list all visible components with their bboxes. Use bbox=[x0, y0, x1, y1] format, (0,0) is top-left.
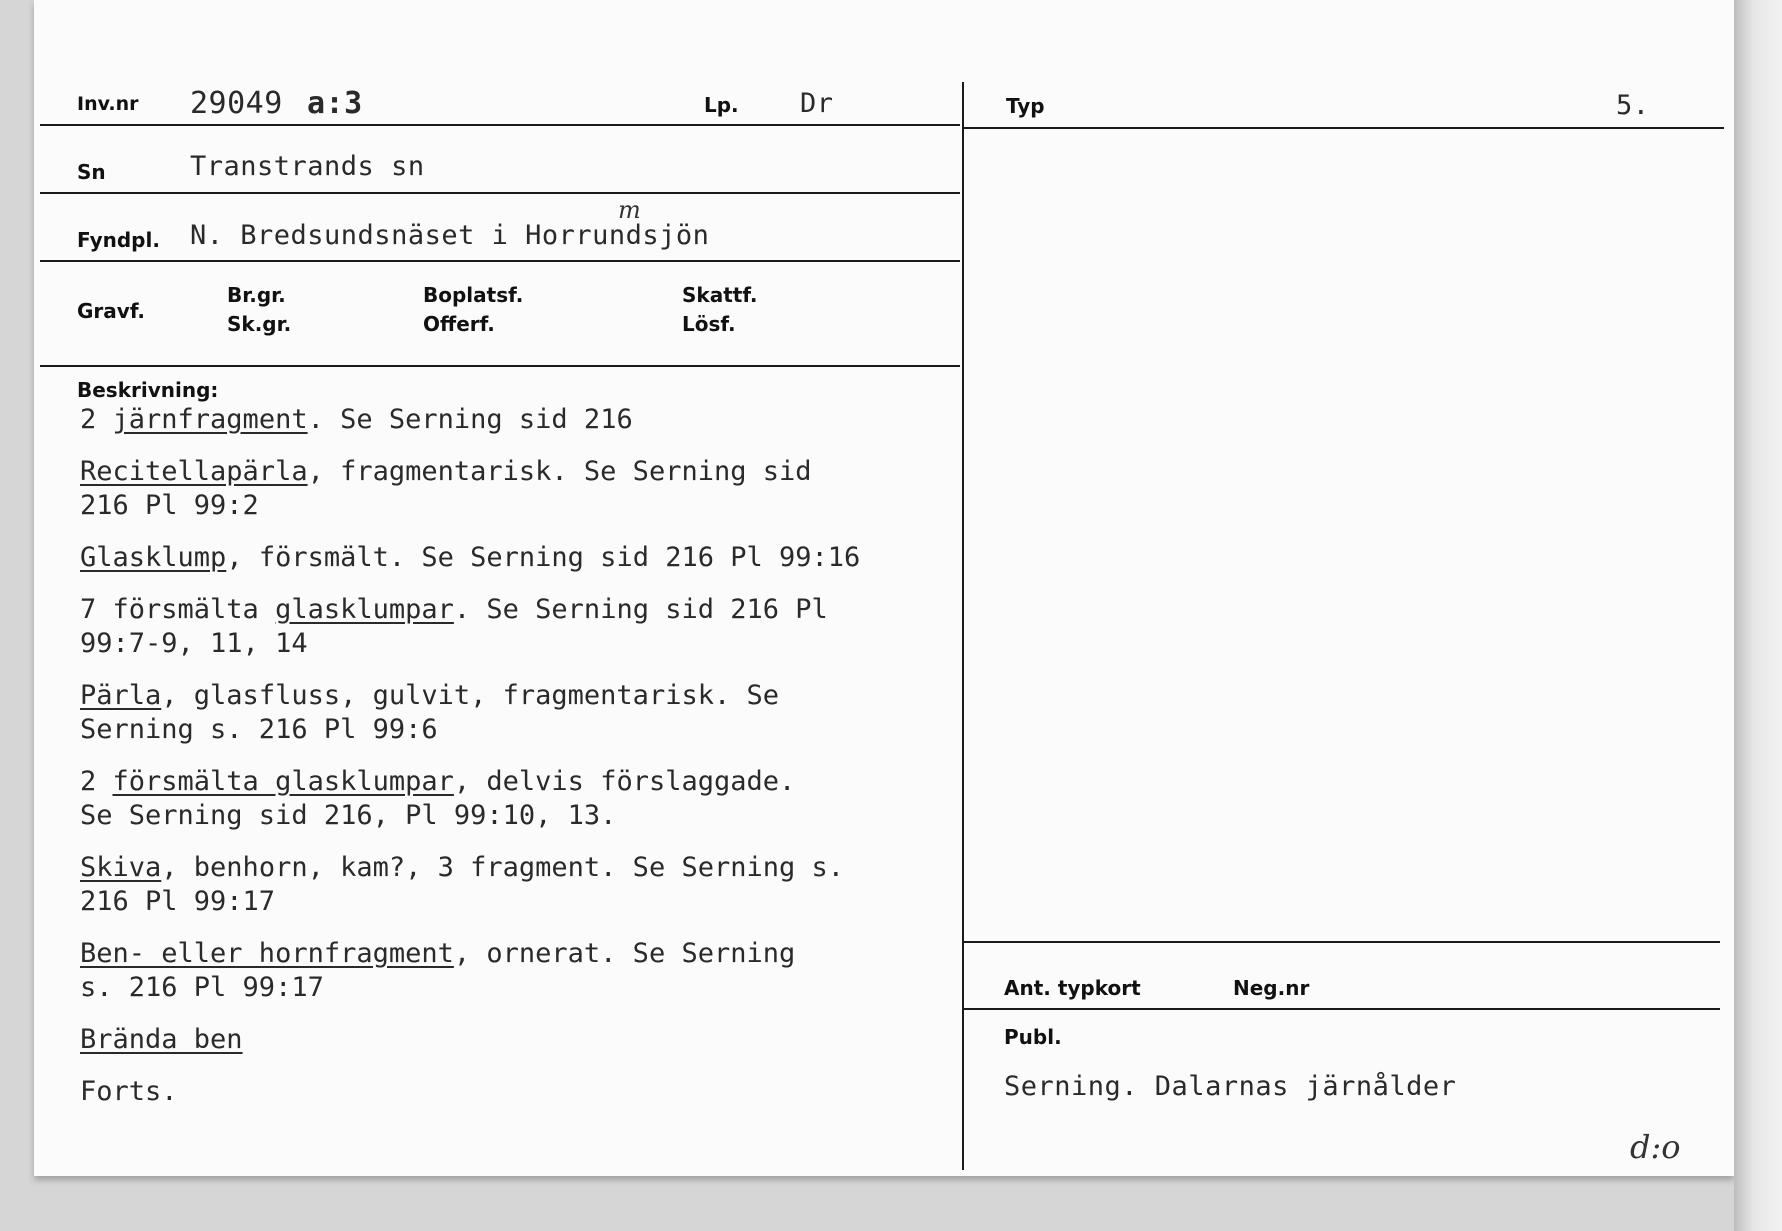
entry-text: , delvis förslaggade. Se Serning sid 216, Pl 99:10, 13. bbox=[80, 766, 796, 831]
beskrivning-label: Beskrivning: bbox=[77, 378, 219, 402]
sn-value: Transtrands sn bbox=[190, 151, 425, 182]
description-entry bbox=[80, 593, 960, 661]
rule-invnr bbox=[40, 124, 960, 126]
entry-term: Pärla bbox=[80, 680, 162, 711]
entry-prefix: Forts. bbox=[80, 1076, 178, 1107]
invnr-suffix: a:3 bbox=[307, 86, 363, 121]
rule-ant-typkort-top bbox=[962, 941, 1720, 943]
entry-term: Recitellapärla bbox=[80, 456, 308, 487]
negnr-label: Neg.nr bbox=[1233, 976, 1310, 1000]
fyndpl-correction: m bbox=[618, 196, 641, 224]
brgr-label: Br.gr. bbox=[227, 283, 286, 307]
entry-prefix: 2 bbox=[80, 404, 113, 435]
description-entry bbox=[80, 765, 960, 833]
description-entry bbox=[80, 679, 960, 747]
description-entry bbox=[80, 455, 960, 523]
entry-term: Glasklump bbox=[80, 542, 227, 573]
entry-prefix: 7 försmälta bbox=[80, 594, 276, 625]
typ-label: Typ bbox=[1006, 94, 1045, 118]
entry-term: försmälta glasklumpar bbox=[112, 766, 454, 797]
publ-label: Publ. bbox=[1004, 1025, 1062, 1049]
entry-text: . Se Serning sid 216 Pl 99:7-9, 11, 14 bbox=[80, 594, 828, 659]
skgr-label: Sk.gr. bbox=[227, 312, 292, 336]
description-list bbox=[80, 403, 960, 1127]
description-entry bbox=[80, 1023, 960, 1057]
rule-typ bbox=[962, 127, 1724, 129]
rule-ant-typkort-bottom bbox=[962, 1008, 1720, 1010]
sn-label: Sn bbox=[77, 160, 106, 184]
description-entry bbox=[80, 1075, 960, 1109]
fyndpl-value: N. Bredsundsnäset i Horrundsjön bbox=[190, 220, 710, 251]
typ-value: 5. bbox=[1616, 90, 1650, 121]
losf-label: Lösf. bbox=[682, 312, 736, 336]
entry-term: järnfragment bbox=[112, 404, 308, 435]
skattf-label: Skattf. bbox=[682, 283, 758, 307]
lp-label: Lp. bbox=[704, 93, 739, 117]
gravf-label: Gravf. bbox=[77, 299, 146, 323]
entry-text: . Se Serning sid 216 bbox=[307, 404, 633, 435]
offerf-label: Offerf. bbox=[423, 312, 495, 336]
entry-text: , försmält. Se Serning sid 216 Pl 99:16 bbox=[226, 542, 861, 573]
description-entry bbox=[80, 541, 960, 575]
lp-value: Dr bbox=[800, 88, 834, 119]
invnr-label: Inv.nr bbox=[77, 93, 139, 115]
card-edge bbox=[1734, 0, 1782, 1231]
entry-term: Ben- eller hornfragment bbox=[80, 938, 454, 969]
entry-term: Skiva bbox=[80, 852, 162, 883]
entry-text: , benhorn, kam?, 3 fragment. Se Serning s. 216 Pl 99:17 bbox=[80, 852, 845, 917]
entry-prefix: 2 bbox=[80, 766, 113, 797]
description-entry bbox=[80, 851, 960, 919]
description-entry bbox=[80, 403, 960, 437]
description-entry bbox=[80, 937, 960, 1005]
rule-fyndpl bbox=[40, 260, 960, 262]
fyndpl-label: Fyndpl. bbox=[77, 228, 160, 252]
entry-text: , ornerat. Se Serning s. 216 Pl 99:17 bbox=[80, 938, 796, 1003]
entry-text: , glasfluss, gulvit, fragmentarisk. Se Serning s. 216 Pl 99:6 bbox=[80, 680, 779, 745]
entry-term: Brända ben bbox=[80, 1024, 243, 1055]
signature: d:o bbox=[1630, 1128, 1681, 1166]
publ-value: Serning. Dalarnas järnålder bbox=[1004, 1071, 1457, 1102]
ant-typkort-label: Ant. typkort bbox=[1004, 976, 1141, 1000]
invnr-value: 29049 bbox=[190, 86, 283, 121]
boplatsf-label: Boplatsf. bbox=[423, 283, 524, 307]
entry-term: glasklumpar bbox=[275, 594, 454, 625]
column-divider bbox=[962, 82, 964, 1170]
entry-text: , fragmentarisk. Se Serning sid 216 Pl 99:2 bbox=[80, 456, 812, 521]
rule-sn bbox=[40, 192, 960, 194]
rule-gravf bbox=[40, 365, 960, 367]
